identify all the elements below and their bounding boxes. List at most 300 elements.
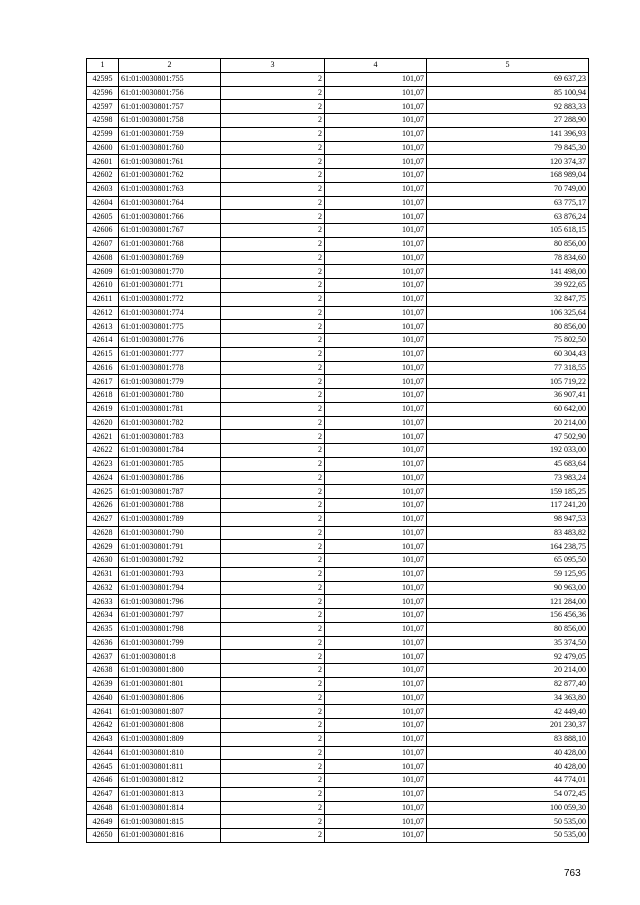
table-cell-col-2: 61:01:0030801:789: [119, 512, 221, 526]
table-cell-col-2: 61:01:0030801:778: [119, 361, 221, 375]
table-cell-col-5: 36 907,41: [427, 389, 589, 403]
table-row: [87, 677, 589, 691]
table-cell-col-1: 42596: [87, 86, 119, 100]
table-row: [87, 100, 589, 114]
table-cell-col-2: 61:01:0030801:794: [119, 581, 221, 595]
table-cell-col-5: 92 479,05: [427, 650, 589, 664]
table-cell-col-2: 61:01:0030801:780: [119, 389, 221, 403]
table-cell-col-3: 2: [221, 127, 325, 141]
table-row: [87, 609, 589, 623]
table-cell-col-1: 42612: [87, 306, 119, 320]
table-cell-col-3: 2: [221, 664, 325, 678]
table-row: [87, 114, 589, 128]
table-cell-col-5: 39 922,65: [427, 279, 589, 293]
table-cell-col-3: 2: [221, 320, 325, 334]
table-cell-col-4: 101,07: [325, 719, 427, 733]
table-cell-col-4: 101,07: [325, 650, 427, 664]
table-cell-col-2: 61:01:0030801:767: [119, 224, 221, 238]
table-cell-col-1: 42605: [87, 210, 119, 224]
table-cell-col-4: 101,07: [325, 141, 427, 155]
table-cell-col-5: 47 502,90: [427, 430, 589, 444]
table-cell-col-1: 42620: [87, 416, 119, 430]
table-row: [87, 719, 589, 733]
table-cell-col-5: 75 802,50: [427, 334, 589, 348]
table-cell-col-5: 83 483,82: [427, 526, 589, 540]
table-cell-col-4: 101,07: [325, 705, 427, 719]
table-row: [87, 210, 589, 224]
table-row: [87, 829, 589, 843]
table-cell-col-4: 101,07: [325, 114, 427, 128]
table-cell-col-2: 61:01:0030801:781: [119, 402, 221, 416]
table-cell-col-2: 61:01:0030801:811: [119, 760, 221, 774]
table-row: [87, 787, 589, 801]
table-cell-col-3: 2: [221, 100, 325, 114]
table-row: [87, 402, 589, 416]
table-cell-col-4: 101,07: [325, 402, 427, 416]
table-cell-col-2: 61:01:0030801:787: [119, 485, 221, 499]
table-cell-col-5: 159 185,25: [427, 485, 589, 499]
table-row: [87, 182, 589, 196]
table-cell-col-1: 42643: [87, 732, 119, 746]
table-cell-col-1: 42606: [87, 224, 119, 238]
table-cell-col-3: 2: [221, 650, 325, 664]
table-cell-col-3: 2: [221, 787, 325, 801]
table-cell-col-5: 106 325,64: [427, 306, 589, 320]
table-row: [87, 705, 589, 719]
table-cell-col-5: 141 498,00: [427, 265, 589, 279]
table-cell-col-2: 61:01:0030801:8: [119, 650, 221, 664]
column-header-5: 5: [427, 59, 589, 73]
table-cell-col-2: 61:01:0030801:790: [119, 526, 221, 540]
column-header-2: 2: [119, 59, 221, 73]
header-row: [87, 59, 589, 73]
table-cell-col-2: 61:01:0030801:784: [119, 444, 221, 458]
table-cell-col-1: 42597: [87, 100, 119, 114]
table-row: [87, 567, 589, 581]
table-cell-col-3: 2: [221, 389, 325, 403]
table-cell-col-1: 42621: [87, 430, 119, 444]
table-cell-col-2: 61:01:0030801:785: [119, 457, 221, 471]
table-row: [87, 540, 589, 554]
table-cell-col-3: 2: [221, 375, 325, 389]
table-cell-col-3: 2: [221, 279, 325, 293]
table-cell-col-3: 2: [221, 72, 325, 86]
table-cell-col-1: 42623: [87, 457, 119, 471]
table-cell-col-5: 98 947,53: [427, 512, 589, 526]
table-cell-col-5: 121 284,00: [427, 595, 589, 609]
table-cell-col-2: 61:01:0030801:799: [119, 636, 221, 650]
table-cell-col-1: 42646: [87, 774, 119, 788]
table-row: [87, 141, 589, 155]
table-row: [87, 237, 589, 251]
table-cell-col-1: 42637: [87, 650, 119, 664]
table-cell-col-2: 61:01:0030801:764: [119, 196, 221, 210]
table-cell-col-1: 42614: [87, 334, 119, 348]
table-cell-col-3: 2: [221, 691, 325, 705]
table-cell-col-2: 61:01:0030801:808: [119, 719, 221, 733]
table-cell-col-5: 42 449,40: [427, 705, 589, 719]
table-cell-col-3: 2: [221, 499, 325, 513]
table-cell-col-1: 42602: [87, 169, 119, 183]
table-cell-col-2: 61:01:0030801:771: [119, 279, 221, 293]
table-row: [87, 760, 589, 774]
table-cell-col-1: 42632: [87, 581, 119, 595]
table-row: [87, 444, 589, 458]
table-cell-col-2: 61:01:0030801:813: [119, 787, 221, 801]
table-cell-col-2: 61:01:0030801:768: [119, 237, 221, 251]
table-cell-col-4: 101,07: [325, 155, 427, 169]
table-cell-col-5: 59 125,95: [427, 567, 589, 581]
table-cell-col-1: 42619: [87, 402, 119, 416]
table-cell-col-2: 61:01:0030801:760: [119, 141, 221, 155]
table-cell-col-1: 42603: [87, 182, 119, 196]
table-cell-col-2: 61:01:0030801:756: [119, 86, 221, 100]
table-cell-col-3: 2: [221, 430, 325, 444]
table-cell-col-5: 168 989,04: [427, 169, 589, 183]
table-cell-col-4: 101,07: [325, 691, 427, 705]
table-row: [87, 155, 589, 169]
table-cell-col-3: 2: [221, 416, 325, 430]
table-cell-col-3: 2: [221, 306, 325, 320]
table-cell-col-1: 42648: [87, 801, 119, 815]
table-cell-col-2: 61:01:0030801:769: [119, 251, 221, 265]
data-table: [86, 58, 589, 843]
table-row: [87, 801, 589, 815]
table-cell-col-1: 42635: [87, 622, 119, 636]
table-cell-col-4: 101,07: [325, 471, 427, 485]
table-cell-col-1: 42615: [87, 347, 119, 361]
column-header-4: 4: [325, 59, 427, 73]
table-cell-col-5: 73 983,24: [427, 471, 589, 485]
table-cell-col-1: 42645: [87, 760, 119, 774]
table-cell-col-5: 82 877,40: [427, 677, 589, 691]
table-cell-col-2: 61:01:0030801:816: [119, 829, 221, 843]
table-cell-col-3: 2: [221, 169, 325, 183]
table-cell-col-5: 78 834,60: [427, 251, 589, 265]
table-cell-col-2: 61:01:0030801:774: [119, 306, 221, 320]
table-row: [87, 650, 589, 664]
table-cell-col-5: 105 719,22: [427, 375, 589, 389]
table-cell-col-5: 120 374,37: [427, 155, 589, 169]
table-cell-col-4: 101,07: [325, 169, 427, 183]
table-row: [87, 815, 589, 829]
table-cell-col-1: 42598: [87, 114, 119, 128]
table-cell-col-3: 2: [221, 86, 325, 100]
table-cell-col-3: 2: [221, 471, 325, 485]
table-cell-col-3: 2: [221, 265, 325, 279]
table-cell-col-5: 80 856,00: [427, 237, 589, 251]
table-cell-col-4: 101,07: [325, 540, 427, 554]
table-cell-col-4: 101,07: [325, 292, 427, 306]
table-cell-col-5: 54 072,45: [427, 787, 589, 801]
table-cell-col-5: 50 535,00: [427, 815, 589, 829]
table-cell-col-5: 92 883,33: [427, 100, 589, 114]
table-cell-col-2: 61:01:0030801:757: [119, 100, 221, 114]
table-row: [87, 581, 589, 595]
table-cell-col-4: 101,07: [325, 444, 427, 458]
table-row: [87, 526, 589, 540]
table-cell-col-4: 101,07: [325, 774, 427, 788]
table-cell-col-2: 61:01:0030801:783: [119, 430, 221, 444]
table-cell-col-3: 2: [221, 760, 325, 774]
table-cell-col-3: 2: [221, 636, 325, 650]
table-row: [87, 554, 589, 568]
table-cell-col-3: 2: [221, 829, 325, 843]
table-cell-col-4: 101,07: [325, 485, 427, 499]
table-cell-col-1: 42631: [87, 567, 119, 581]
table-cell-col-4: 101,07: [325, 100, 427, 114]
table-cell-col-5: 90 963,00: [427, 581, 589, 595]
table-row: [87, 774, 589, 788]
table-cell-col-1: 42595: [87, 72, 119, 86]
table-cell-col-4: 101,07: [325, 609, 427, 623]
table-cell-col-2: 61:01:0030801:807: [119, 705, 221, 719]
table-cell-col-4: 101,07: [325, 526, 427, 540]
table-cell-col-4: 101,07: [325, 677, 427, 691]
table-cell-col-4: 101,07: [325, 801, 427, 815]
table-row: [87, 430, 589, 444]
column-header-1: 1: [87, 59, 119, 73]
table-cell-col-2: 61:01:0030801:800: [119, 664, 221, 678]
table-cell-col-5: 117 241,20: [427, 499, 589, 513]
table-cell-col-3: 2: [221, 485, 325, 499]
table-row: [87, 622, 589, 636]
table-cell-col-4: 101,07: [325, 334, 427, 348]
table-cell-col-4: 101,07: [325, 430, 427, 444]
table-cell-col-3: 2: [221, 719, 325, 733]
table-cell-col-5: 141 396,93: [427, 127, 589, 141]
table-cell-col-5: 35 374,50: [427, 636, 589, 650]
table-cell-col-4: 101,07: [325, 746, 427, 760]
table-cell-col-4: 101,07: [325, 416, 427, 430]
table-cell-col-2: 61:01:0030801:815: [119, 815, 221, 829]
table-cell-col-3: 2: [221, 815, 325, 829]
table-cell-col-5: 192 033,00: [427, 444, 589, 458]
table-row: [87, 457, 589, 471]
table-row: [87, 292, 589, 306]
table-cell-col-4: 101,07: [325, 72, 427, 86]
table-cell-col-2: 61:01:0030801:801: [119, 677, 221, 691]
table-cell-col-4: 101,07: [325, 622, 427, 636]
table-row: [87, 361, 589, 375]
table-cell-col-3: 2: [221, 251, 325, 265]
table-cell-col-1: 42628: [87, 526, 119, 540]
table-cell-col-4: 101,07: [325, 347, 427, 361]
table-cell-col-4: 101,07: [325, 554, 427, 568]
table-cell-col-1: 42601: [87, 155, 119, 169]
table-cell-col-5: 80 856,00: [427, 320, 589, 334]
table-cell-col-2: 61:01:0030801:810: [119, 746, 221, 760]
table-cell-col-3: 2: [221, 114, 325, 128]
table-row: [87, 664, 589, 678]
table-cell-col-1: 42649: [87, 815, 119, 829]
table-cell-col-3: 2: [221, 334, 325, 348]
table-row: [87, 471, 589, 485]
table-cell-col-5: 60 304,43: [427, 347, 589, 361]
table-cell-col-4: 101,07: [325, 664, 427, 678]
table-cell-col-3: 2: [221, 622, 325, 636]
table-row: [87, 224, 589, 238]
table-cell-col-2: 61:01:0030801:788: [119, 499, 221, 513]
table-row: [87, 169, 589, 183]
table-cell-col-2: 61:01:0030801:755: [119, 72, 221, 86]
table-cell-col-5: 27 288,90: [427, 114, 589, 128]
table-cell-col-3: 2: [221, 705, 325, 719]
table-row: [87, 306, 589, 320]
table-cell-col-5: 79 845,30: [427, 141, 589, 155]
table-cell-col-5: 50 535,00: [427, 829, 589, 843]
table-cell-col-4: 101,07: [325, 787, 427, 801]
table-cell-col-3: 2: [221, 347, 325, 361]
table-cell-col-4: 101,07: [325, 499, 427, 513]
table-cell-col-4: 101,07: [325, 279, 427, 293]
table-cell-col-3: 2: [221, 210, 325, 224]
table-cell-col-5: 156 456,36: [427, 609, 589, 623]
table-cell-col-3: 2: [221, 609, 325, 623]
table-cell-col-5: 63 876,24: [427, 210, 589, 224]
table-cell-col-5: 70 749,00: [427, 182, 589, 196]
table-row: [87, 512, 589, 526]
table-cell-col-1: 42638: [87, 664, 119, 678]
table-cell-col-4: 101,07: [325, 815, 427, 829]
table-cell-col-2: 61:01:0030801:758: [119, 114, 221, 128]
table-cell-col-3: 2: [221, 182, 325, 196]
table-cell-col-2: 61:01:0030801:782: [119, 416, 221, 430]
table-cell-col-3: 2: [221, 595, 325, 609]
table-row: [87, 416, 589, 430]
table-cell-col-4: 101,07: [325, 196, 427, 210]
table-cell-col-1: 42642: [87, 719, 119, 733]
table-cell-col-5: 32 847,75: [427, 292, 589, 306]
table-cell-col-2: 61:01:0030801:777: [119, 347, 221, 361]
table-cell-col-4: 101,07: [325, 237, 427, 251]
table-row: [87, 485, 589, 499]
table-cell-col-5: 44 774,01: [427, 774, 589, 788]
table-row: [87, 251, 589, 265]
table-cell-col-3: 2: [221, 774, 325, 788]
table-row: [87, 746, 589, 760]
table-cell-col-3: 2: [221, 292, 325, 306]
table-cell-col-5: 69 637,23: [427, 72, 589, 86]
table-cell-col-2: 61:01:0030801:770: [119, 265, 221, 279]
table-cell-col-1: 42647: [87, 787, 119, 801]
table-cell-col-2: 61:01:0030801:772: [119, 292, 221, 306]
table-cell-col-4: 101,07: [325, 595, 427, 609]
table-cell-col-2: 61:01:0030801:761: [119, 155, 221, 169]
table-row: [87, 389, 589, 403]
table-cell-col-1: 42634: [87, 609, 119, 623]
table-cell-col-1: 42639: [87, 677, 119, 691]
table-cell-col-2: 61:01:0030801:806: [119, 691, 221, 705]
table-cell-col-4: 101,07: [325, 361, 427, 375]
table-row: [87, 691, 589, 705]
table-cell-col-3: 2: [221, 224, 325, 238]
table-cell-col-3: 2: [221, 196, 325, 210]
table-cell-col-3: 2: [221, 402, 325, 416]
table-cell-col-4: 101,07: [325, 224, 427, 238]
table-row: [87, 320, 589, 334]
table-cell-col-2: 61:01:0030801:763: [119, 182, 221, 196]
table-row: [87, 595, 589, 609]
table-cell-col-2: 61:01:0030801:775: [119, 320, 221, 334]
table-cell-col-5: 45 683,64: [427, 457, 589, 471]
table-cell-col-3: 2: [221, 512, 325, 526]
table-cell-col-2: 61:01:0030801:798: [119, 622, 221, 636]
table-cell-col-3: 2: [221, 581, 325, 595]
table-cell-col-3: 2: [221, 444, 325, 458]
table-cell-col-4: 101,07: [325, 265, 427, 279]
table-cell-col-3: 2: [221, 732, 325, 746]
table-row: [87, 72, 589, 86]
table-cell-col-5: 77 318,55: [427, 361, 589, 375]
table-cell-col-3: 2: [221, 554, 325, 568]
table-cell-col-2: 61:01:0030801:814: [119, 801, 221, 815]
table-cell-col-3: 2: [221, 155, 325, 169]
table-cell-col-1: 42633: [87, 595, 119, 609]
table-cell-col-1: 42640: [87, 691, 119, 705]
table-cell-col-2: 61:01:0030801:797: [119, 609, 221, 623]
table-row: [87, 279, 589, 293]
table-cell-col-4: 101,07: [325, 251, 427, 265]
table-cell-col-1: 42630: [87, 554, 119, 568]
table-cell-col-1: 42641: [87, 705, 119, 719]
table-cell-col-3: 2: [221, 526, 325, 540]
table-cell-col-3: 2: [221, 457, 325, 471]
table-cell-col-5: 100 059,30: [427, 801, 589, 815]
column-header-3: 3: [221, 59, 325, 73]
table-row: [87, 499, 589, 513]
table-cell-col-5: 80 856,00: [427, 622, 589, 636]
table-row: [87, 127, 589, 141]
table-body: [87, 72, 589, 842]
table-cell-col-3: 2: [221, 801, 325, 815]
table-cell-col-1: 42636: [87, 636, 119, 650]
table-cell-col-1: 42613: [87, 320, 119, 334]
table-cell-col-4: 101,07: [325, 210, 427, 224]
table-cell-col-4: 101,07: [325, 760, 427, 774]
table-cell-col-3: 2: [221, 361, 325, 375]
table-row: [87, 636, 589, 650]
table-row: [87, 732, 589, 746]
table-cell-col-5: 85 100,94: [427, 86, 589, 100]
table-cell-col-2: 61:01:0030801:762: [119, 169, 221, 183]
table-cell-col-5: 20 214,00: [427, 664, 589, 678]
table-cell-col-1: 42608: [87, 251, 119, 265]
table-cell-col-1: 42650: [87, 829, 119, 843]
table-cell-col-2: 61:01:0030801:792: [119, 554, 221, 568]
table-cell-col-4: 101,07: [325, 375, 427, 389]
table-cell-col-1: 42617: [87, 375, 119, 389]
table-row: [87, 347, 589, 361]
table-cell-col-1: 42629: [87, 540, 119, 554]
table-cell-col-4: 101,07: [325, 829, 427, 843]
table-cell-col-1: 42604: [87, 196, 119, 210]
table-cell-col-5: 40 428,00: [427, 746, 589, 760]
table-cell-col-1: 42610: [87, 279, 119, 293]
page-number: 763: [564, 868, 581, 879]
table-cell-col-5: 83 888,10: [427, 732, 589, 746]
table-cell-col-4: 101,07: [325, 389, 427, 403]
table-cell-col-4: 101,07: [325, 127, 427, 141]
table-cell-col-2: 61:01:0030801:791: [119, 540, 221, 554]
table-cell-col-1: 42616: [87, 361, 119, 375]
table-cell-col-4: 101,07: [325, 636, 427, 650]
table-cell-col-1: 42600: [87, 141, 119, 155]
table-cell-col-2: 61:01:0030801:793: [119, 567, 221, 581]
table-cell-col-1: 42627: [87, 512, 119, 526]
table-cell-col-2: 61:01:0030801:766: [119, 210, 221, 224]
table-cell-col-5: 34 363,80: [427, 691, 589, 705]
